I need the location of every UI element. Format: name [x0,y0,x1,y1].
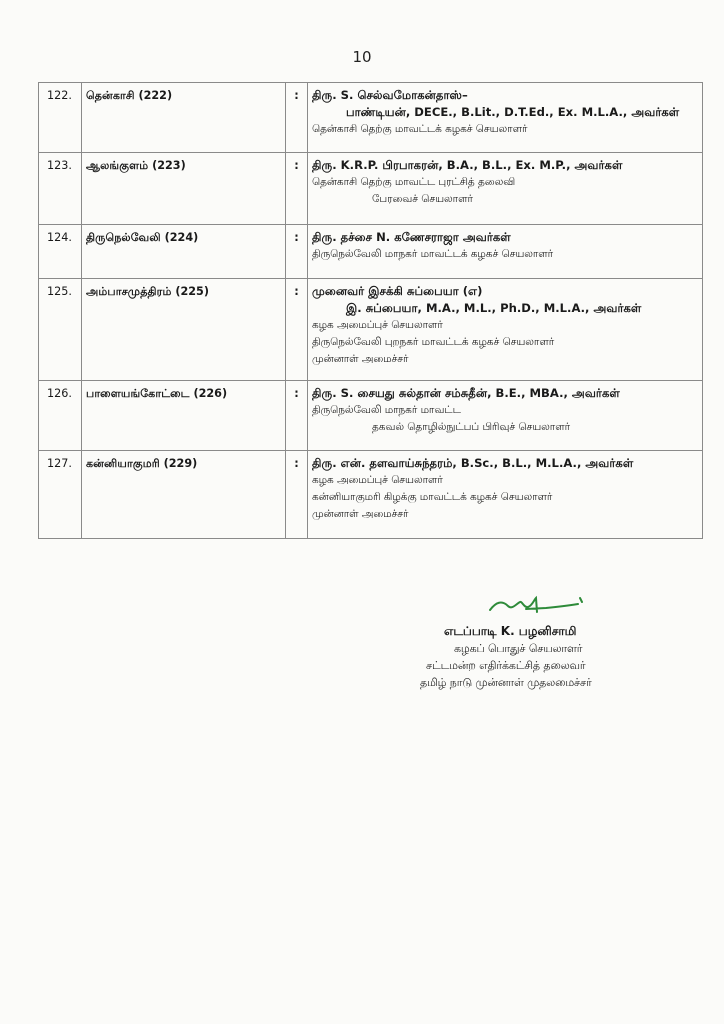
signatory-title: சட்டமன்ற எதிர்க்கட்சித் தலைவர் [426,659,586,672]
candidate-name: திரு. S. சையது சுல்தான் சம்சுதீன், B.E., MBA., அவர்கள் [312,386,620,400]
candidate-details [308,279,703,381]
candidate-details [308,381,703,451]
constituency-name: அம்பாசமுத்திரம் (225) [82,279,286,381]
table-row [39,279,703,381]
colon-separator: : [286,279,308,381]
serial-number: 127. [39,451,82,539]
table-row [39,83,703,153]
candidate-qualification: பாண்டியன், DECE., B.Lit., D.T.Ed., Ex. M.L.A., அவர்கள் [346,105,680,119]
table-row [39,225,703,279]
serial-number: 122. [39,83,82,153]
candidate-details [308,451,703,539]
candidate-position: திருநெல்வேலி புறநகர் மாவட்டக் கழகச் செயலாளர் [312,336,555,348]
serial-number: 124. [39,225,82,279]
candidate-position: கழக அமைப்புச் செயலாளர் [312,319,443,331]
signatory-title: கழகப் பொதுச் செயலாளர் [454,642,583,655]
candidate-details [308,225,703,279]
candidate-position: தென்காசி தெற்கு மாவட்டக் கழகச் செயலாளர் [312,123,528,135]
colon-separator: : [286,153,308,225]
colon-separator: : [286,451,308,539]
signatory-name: எடப்பாடி K. பழனிசாமி [444,624,577,638]
candidates-table [38,82,703,539]
colon-separator: : [286,83,308,153]
candidate-name: முனைவர் இசக்கி சுப்பையா (எ) [312,284,483,298]
candidate-name: திரு. K.R.P. பிரபாகரன், B.A., B.L., Ex. M.P., அவர்கள் [312,158,623,172]
constituency-name: திருநெல்வேலி (224) [82,225,286,279]
serial-number: 126. [39,381,82,451]
candidate-details [308,153,703,225]
candidate-name: திரு. S. செல்வமோகன்தாஸ்– [312,88,468,102]
table-row [39,381,703,451]
constituency-name: தென்காசி (222) [82,83,286,153]
constituency-name: ஆலங்குளம் (223) [82,153,286,225]
candidate-position: திருநெல்வேலி மாநகர் மாவட்டக் கழகச் செயலாளர் [312,248,554,260]
constituency-name: பாளையங்கோட்டை (226) [82,381,286,451]
handwritten-signature [486,592,586,618]
candidate-name: திரு. தச்சை N. கணேசராஜா அவர்கள் [312,230,511,244]
candidate-position: கன்னியாகுமரி கிழக்கு மாவட்டக் கழகச் செயலாளர் [312,491,553,503]
serial-number: 125. [39,279,82,381]
candidate-position: திருநெல்வேலி மாநகர் மாவட்ட [312,404,461,416]
signatory-title: தமிழ் நாடு முன்னாள் முதலமைச்சர் [420,676,592,689]
candidate-position: முன்னாள் அமைச்சர் [312,353,409,365]
colon-separator: : [286,225,308,279]
candidate-position: தகவல் தொழில்நுட்பப் பிரிவுச் செயலாளர் [372,421,571,433]
table-row [39,451,703,539]
candidate-position: முன்னாள் அமைச்சர் [312,508,409,520]
candidate-qualification: இ. சுப்பையா, M.A., M.L., Ph.D., M.L.A., அவர்கள் [346,301,642,315]
candidate-name: திரு. என். தளவாய்சுந்தரம், B.Sc., B.L., M.L.A., அவர்கள் [312,456,634,470]
table-row [39,153,703,225]
colon-separator: : [286,381,308,451]
candidate-position: பேரவைச் செயலாளர் [372,193,473,205]
page-number: 10 [352,48,372,66]
serial-number: 123. [39,153,82,225]
constituency-name: கன்னியாகுமரி (229) [82,451,286,539]
candidate-details [308,83,703,153]
candidate-position: கழக அமைப்புச் செயலாளர் [312,474,443,486]
candidate-position: தென்காசி தெற்கு மாவட்ட புரட்சித் தலைவி [312,176,516,188]
